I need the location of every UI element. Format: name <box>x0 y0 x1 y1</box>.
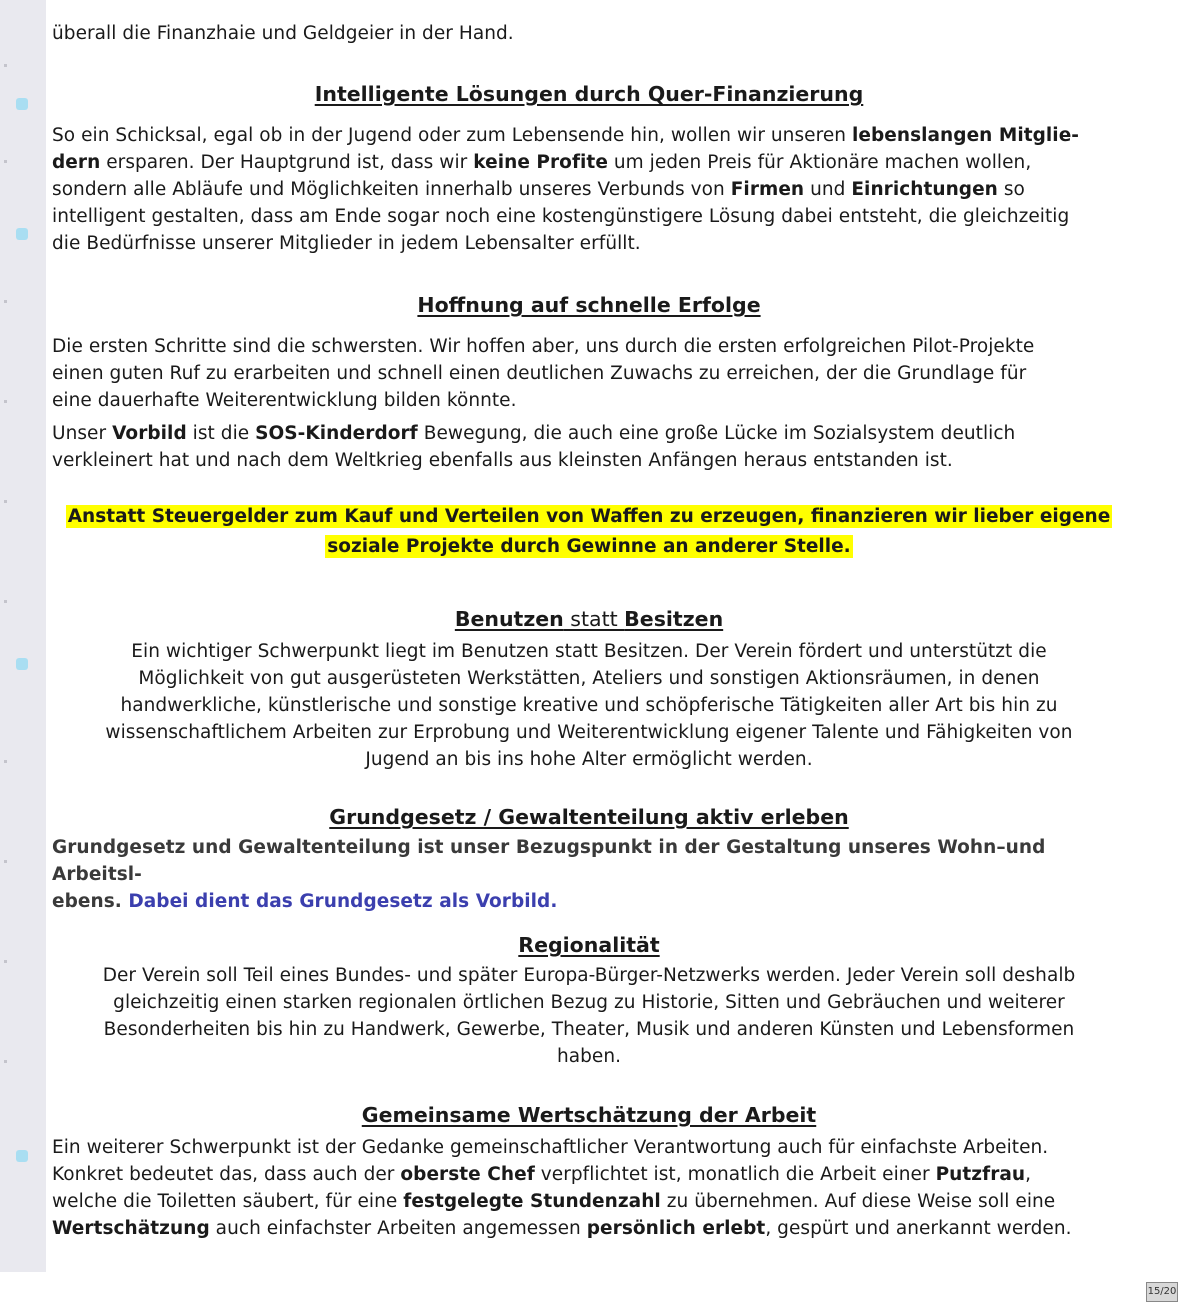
heading-text: Regionalität <box>518 933 660 957</box>
text: haben. <box>556 1046 622 1067</box>
margin-tick <box>4 400 7 403</box>
text: Ein wichtiger Schwerpunkt liegt im Benutzen statt Besitzen. Der Verein fördert und unterstützt die <box>131 641 1047 662</box>
blue-text: Dabei dient das Grundgesetz als Vorbild. <box>128 891 558 912</box>
text: und <box>804 179 852 200</box>
bold-text: Putzfrau <box>935 1164 1026 1185</box>
text: gleichzeitig einen starken regionalen örtlichen Bezug zu Historie, Sitten und Gebräuchen und weiterer <box>113 992 1065 1013</box>
text: , <box>1025 1164 1032 1185</box>
margin-tick <box>4 960 7 963</box>
paragraph-hoffnung-1 <box>52 333 1126 414</box>
paragraph-benutzen <box>52 638 1126 773</box>
text: wissenschaftlichem Arbeiten zur Erprobung und Weiterentwicklung eigener Talente und Fähigkeiten von <box>105 722 1073 743</box>
text: die Bedürfnisse unserer Mitglieder in jedem Lebensalter erfüllt. <box>52 233 641 254</box>
heading-text: statt <box>563 607 625 631</box>
text: verkleinert hat und nach dem Weltkrieg ebenfalls aus kleinsten Anfängen heraus entstanden ist. <box>52 450 953 471</box>
highlighted-statement <box>52 502 1126 562</box>
paragraph-regionalitaet <box>52 962 1126 1070</box>
section-heading-hoffnung <box>52 292 1126 318</box>
section-heading-grundgesetz <box>52 804 1126 830</box>
margin-tick <box>4 160 7 163</box>
heading-text: Gemeinsame Wertschätzung der Arbeit <box>361 1103 817 1127</box>
left-margin-strip <box>0 0 46 1272</box>
text: so <box>997 179 1025 200</box>
bold-text: festgelegte Stundenzahl <box>403 1191 661 1212</box>
text: um jeden Preis für Aktionäre machen wollen, <box>607 152 1032 173</box>
text: zu übernehmen. Auf diese Weise soll eine <box>660 1191 1056 1212</box>
highlight-line-2: soziale Projekte durch Gewinne an anderer Stelle. <box>327 536 851 557</box>
paragraph-hoffnung-2 <box>52 420 1126 474</box>
bold-text: Firmen <box>730 179 805 200</box>
margin-marker-icon <box>16 1150 28 1162</box>
text: Grundgesetz und Gewaltenteilung ist unser Bezugspunkt in der Gestaltung unseres Wohn–und Arbeitsl- <box>52 837 1046 885</box>
highlight-line-1: Anstatt Steuergelder zum Kauf und Verteilen von Waffen zu erzeugen, finanzieren wir lieber eigene <box>67 506 1111 527</box>
text: Besonderheiten bis hin zu Handwerk, Gewerbe, Theater, Musik und anderen Künsten und Lebensformen <box>103 1019 1075 1040</box>
margin-marker-icon <box>16 658 28 670</box>
paragraph-grundgesetz <box>52 834 1126 915</box>
text: , gespürt und anerkannt werden. <box>765 1218 1072 1239</box>
margin-tick <box>4 600 7 603</box>
intro-line: überall die Finanzhaie und Geldgeier in der Hand. <box>52 23 514 44</box>
text: Bewegung, die auch eine große Lücke im Sozialsystem deutlich <box>417 423 1016 444</box>
text: sondern alle Abläufe und Möglichkeiten innerhalb unseres Verbunds von <box>52 179 731 200</box>
bold-text: Wertschätzung <box>52 1218 210 1239</box>
heading-text: Benutzen <box>454 607 564 631</box>
text: intelligent gestalten, dass am Ende sogar noch eine kostengünstigere Lösung dabei entsteht, die gleichzeitig <box>52 206 1070 227</box>
page-number: 15/20 <box>1146 1282 1178 1302</box>
bold-text: lebenslangen Mitglie- <box>851 125 1080 146</box>
margin-tick <box>4 500 7 503</box>
text: eine dauerhafte Weiterentwicklung bilden könnte. <box>52 390 517 411</box>
section-heading-benutzen <box>52 606 1126 632</box>
margin-tick <box>4 300 7 303</box>
text: Jugend an bis ins hohe Alter ermöglicht werden. <box>365 749 813 770</box>
bold-text: Einrichtungen <box>851 179 998 200</box>
text: Möglichkeit von gut ausgerüsteten Werkstätten, Ateliers und sonstigen Aktionsräumen, in denen <box>138 668 1040 689</box>
heading-text: Hoffnung auf schnelle Erfolge <box>417 293 761 317</box>
text: einen guten Ruf zu erarbeiten und schnell einen deutlichen Zuwachs zu erreichen, der die Grundlage für <box>52 363 1027 384</box>
heading-text: Besitzen <box>624 607 724 631</box>
text: ersparen. Der Hauptgrund ist, dass wir <box>100 152 474 173</box>
margin-tick <box>4 860 7 863</box>
paragraph-quer-finanzierung <box>52 122 1126 257</box>
margin-tick <box>4 64 7 67</box>
text: verpflichtet ist, monatlich die Arbeit einer <box>534 1164 936 1185</box>
section-heading-quer-finanzierung <box>52 81 1126 107</box>
text: So ein Schicksal, egal ob in der Jugend oder zum Lebensende hin, wollen wir unseren <box>52 125 852 146</box>
text: welche die Toiletten säubert, für eine <box>52 1191 404 1212</box>
heading-text: Intelligente Lösungen durch Quer-Finanzierung <box>314 82 864 106</box>
text: handwerkliche, künstlerische und sonstige kreative und schöpferische Tätigkeiten aller Art bis hin zu <box>120 695 1058 716</box>
text: ebens. <box>52 891 129 912</box>
bold-text: keine Profite <box>473 152 608 173</box>
paragraph-wertschaetzung <box>52 1134 1126 1242</box>
text: Unser <box>52 423 113 444</box>
bold-text: SOS-Kinderdorf <box>255 423 418 444</box>
bold-text: Vorbild <box>112 423 187 444</box>
text: ist die <box>186 423 256 444</box>
text: Der Verein soll Teil eines Bundes- und später Europa-Bürger-Netzwerks werden. Jeder Verein soll deshalb <box>102 965 1076 986</box>
bold-text: dern <box>52 152 101 173</box>
heading-text: Grundgesetz / Gewaltenteilung aktiv erleben <box>329 805 849 829</box>
text: Ein weiterer Schwerpunkt ist der Gedanke gemeinschaftlicher Verantwortung auch für einfachste Arbeiten. <box>52 1137 1049 1158</box>
bold-text: persönlich erlebt <box>586 1218 766 1239</box>
bold-text: oberste Chef <box>400 1164 535 1185</box>
section-heading-wertschaetzung <box>52 1102 1126 1128</box>
text: auch einfachster Arbeiten angemessen <box>209 1218 587 1239</box>
section-heading-regionalitaet <box>52 932 1126 958</box>
margin-marker-icon <box>16 98 28 110</box>
text: Konkret bedeutet das, dass auch der <box>52 1164 401 1185</box>
margin-tick <box>4 1060 7 1063</box>
text: Die ersten Schritte sind die schwersten. Wir hoffen aber, uns durch die ersten erfolgreichen Pilot-Projekte <box>52 336 1035 357</box>
margin-tick <box>4 760 7 763</box>
margin-marker-icon <box>16 228 28 240</box>
